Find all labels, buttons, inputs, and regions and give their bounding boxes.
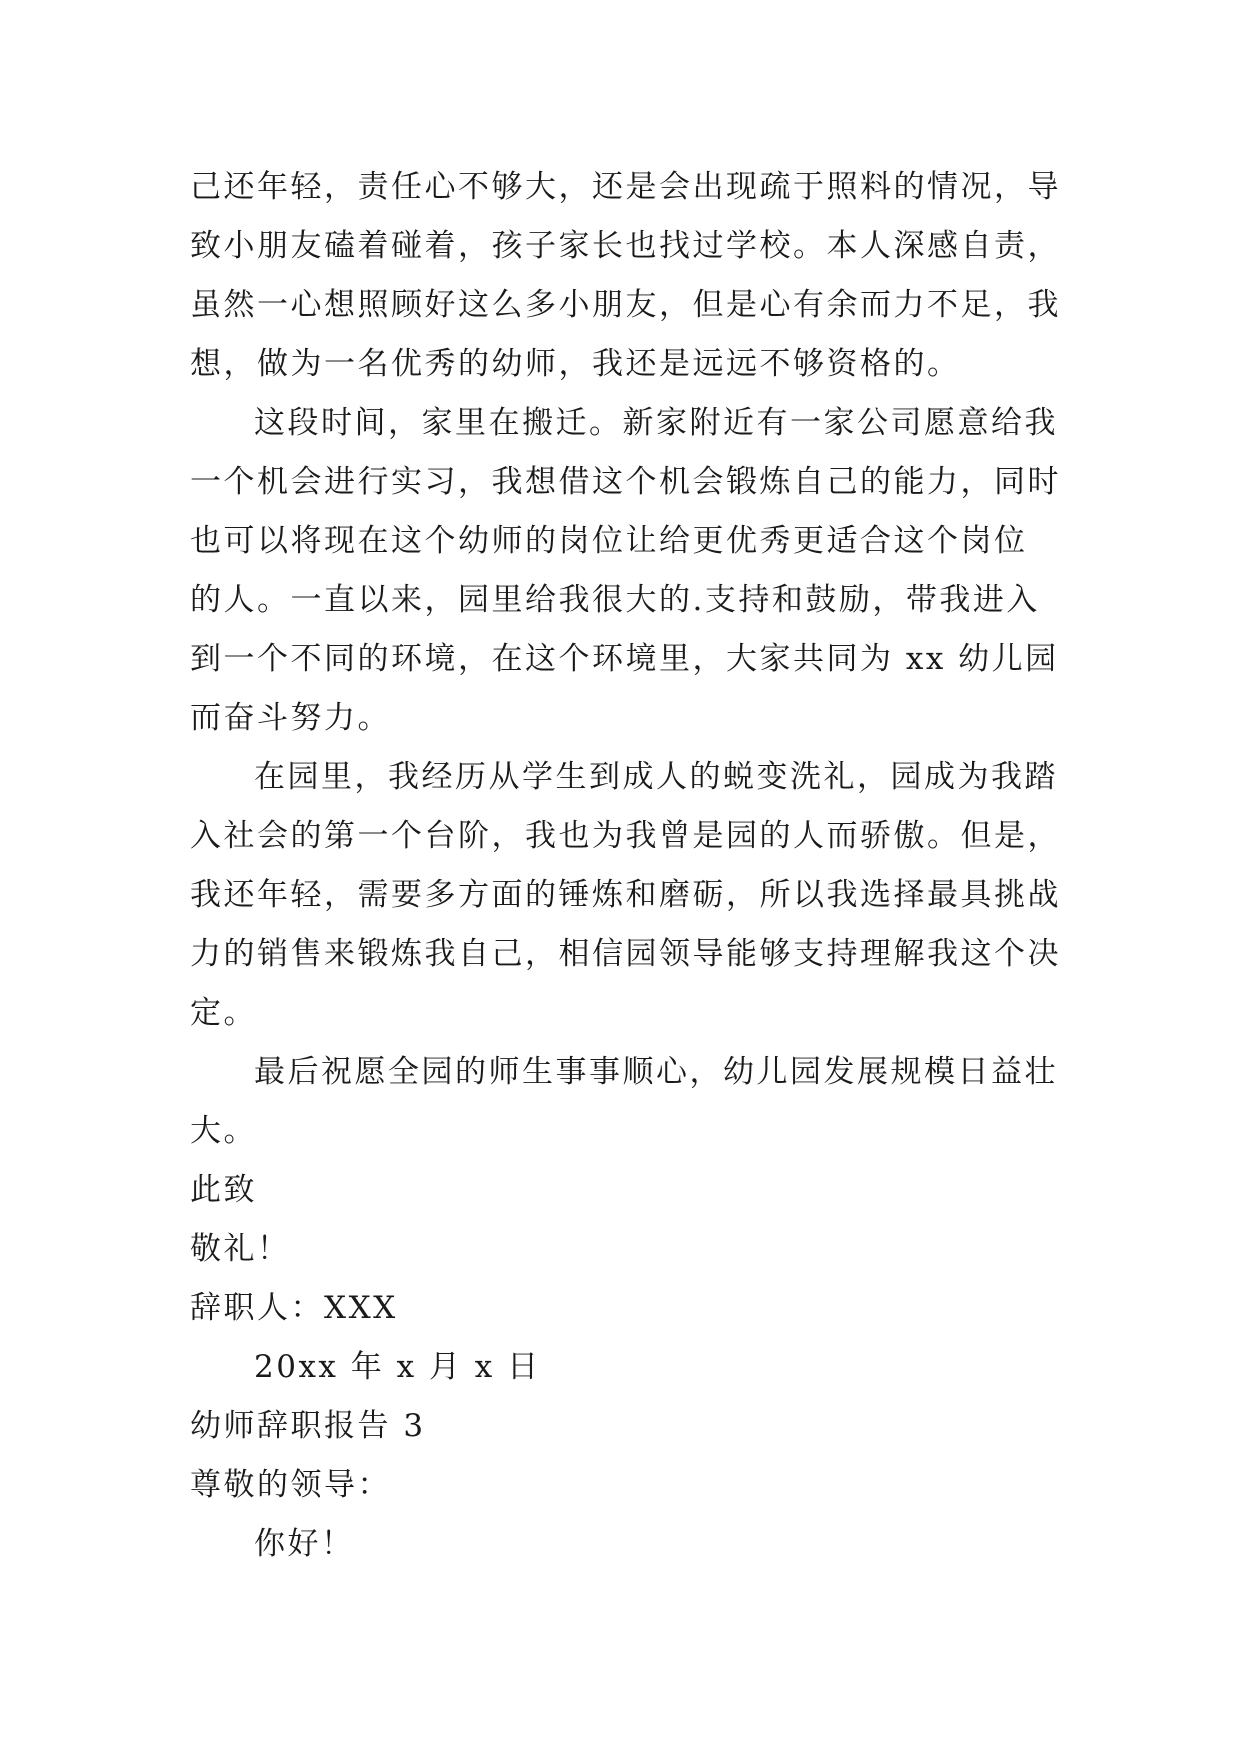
text-line: 己还年轻，责任心不够大，还是会出现疏于照料的情况，导 (190, 169, 1061, 205)
text-line: 大。 (190, 1113, 257, 1149)
paragraph-start-line: 最后祝愿全园的师生事事顺心，幼儿园发展规模日益壮 (254, 1054, 1058, 1090)
greeting: 你好！ (254, 1526, 355, 1562)
text-line: 的人。一直以来，园里给我很大的.支持和鼓励，带我进入 (190, 582, 1040, 618)
section-title: 幼师辞职报告 3 (190, 1408, 426, 1444)
salutation: 尊敬的领导： (190, 1467, 391, 1503)
text-line: 也可以将现在这个幼师的岗位让给更优秀更适合这个岗位 (190, 523, 1028, 559)
text-line: 想，做为一名优秀的幼师，我还是远远不够资格的。 (190, 346, 961, 382)
text-line: 力的销售来锻炼我自己，相信园领导能够支持理解我这个决 (190, 936, 1061, 972)
text-line: 定。 (190, 995, 257, 1031)
document-body (190, 158, 1070, 1574)
text-line: 入社会的第一个台阶，我也为我曾是园的人而骄傲。但是， (190, 818, 1061, 854)
text-line: 虽然一心想照顾好这么多小朋友，但是心有余而力不足，我 (190, 287, 1061, 323)
paragraph-start-line: 在园里，我经历从学生到成人的蜕变洗礼，园成为我踏 (254, 759, 1058, 795)
closing-salutation: 此致 (190, 1172, 257, 1208)
text-line: 致小朋友磕着碰着，孩子家长也找过学校。本人深感自责， (190, 228, 1061, 264)
date-line: 20xx 年 x 月 x 日 (254, 1349, 541, 1385)
text-line: 到一个不同的环境，在这个环境里，大家共同为 xx 幼儿园 (190, 641, 1059, 677)
text-line: 而奋斗努力。 (190, 700, 391, 736)
paragraph-start-line: 这段时间，家里在搬迁。新家附近有一家公司愿意给我 (254, 405, 1058, 441)
text-line: 一个机会进行实习，我想借这个机会锻炼自己的能力，同时 (190, 464, 1061, 500)
closing-regards: 敬礼！ (190, 1231, 291, 1267)
text-line: 我还年轻，需要多方面的锤炼和磨砺，所以我选择最具挑战 (190, 877, 1061, 913)
signature-line: 辞职人：XXX (190, 1290, 398, 1326)
